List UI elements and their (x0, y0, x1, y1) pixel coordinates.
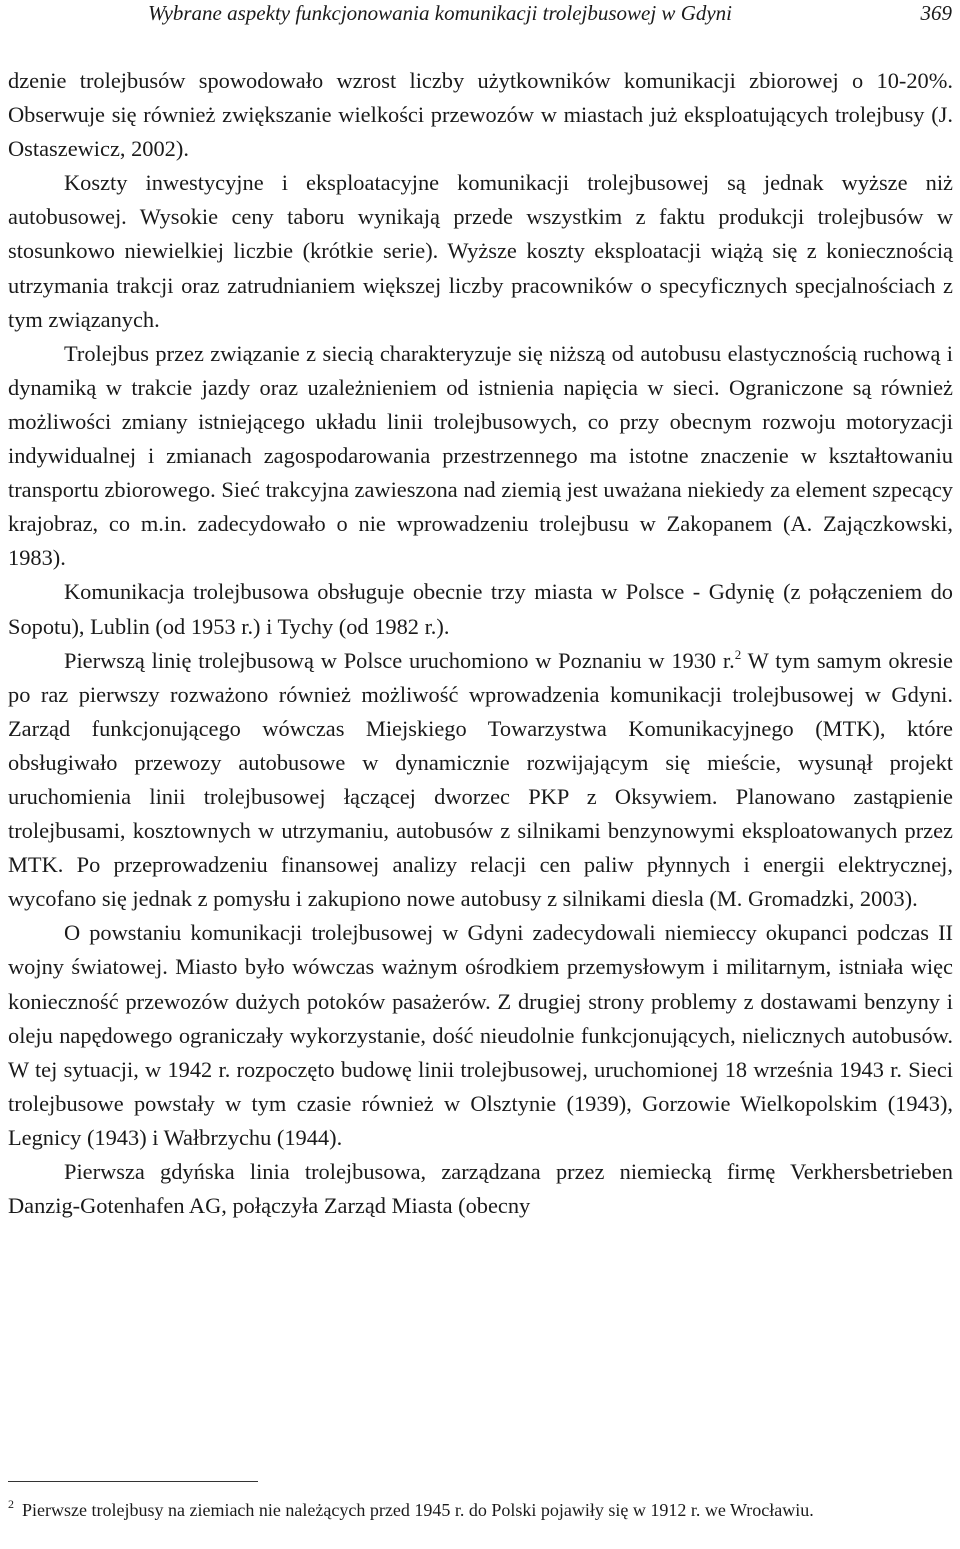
body-text (8, 64, 953, 1223)
running-header (0, 0, 960, 30)
paragraph: Komunikacja trolejbusowa obsługuje obecnie trzy miasta w Polsce - Gdynię (z połączeniem do Sopotu), Lublin (od 1953 r.) i Tychy (od 1982 r.). (8, 579, 953, 639)
paragraph: Trolejbus przez związanie z siecią charakteryzuje się niższą od autobusu elastycznością ruchową i dynamiką w trakcie jazdy oraz uzależnieniem od istnienia napięcia w sieci. Ograniczone są również możliwości zmiany istniejącego układu linii trolejbusowych, co przy obecnym rozwoju motoryzacji indywidualnej i zmianach zagospodarowania przestrzennego ma istotne znaczenie w kształtowaniu transportu zbiorowego. Sieć trakcyjna zawieszona nad ziemią jest uważana niekiedy za element szpecący krajobraz, co m.in. zadecydowało o nie wprowadzeniu trolejbusu w Zakopanem (A. Zajączkowski, 1983). (8, 340, 953, 571)
page-number: 369 (920, 1, 952, 25)
paragraph: O powstaniu komunikacji trolejbusowej w Gdyni zadecydowali niemieccy okupanci podczas II wojny światowej. Miasto było wówczas ważnym ośrodkiem przemysłowym i militarnym, istniała więc konieczność przewozów dużych potoków pasażerów. Z drugiej strony problemy z dostawami benzyny i oleju napędowego ograniczały wykorzystanie, dość nieudolnie funkcjonujących, nielicznych autobusów. W tej sytuacji, w 1942 r. rozpoczęto budowę linii trolejbusowej, uruchomionej 18 września 1943 r. Sieci trolejbusowe powstały w tym czasie również w Olsztynie (1939), Gorzowie Wielkopolskim (1943), Legnicy (1943) i Wałbrzychu (1944). (8, 920, 953, 1150)
paragraph: dzenie trolejbusów spowodowało wzrost liczby użytkowników komunikacji zbiorowej o 10-20%. Obserwuje się również zwiększanie wielkości przewozów w miastach już eksploatujących trolejbusy (J. Ostaszewicz, 2002). (8, 68, 953, 162)
paragraph: Koszty inwestycyjne i eksploatacyjne komunikacji trolejbusowej są jednak wyższe niż autobusowej. Wysokie ceny taboru wynikają przede wszystkim z faktu produkcji trolejbusów w stosunkowo niewielkiej liczbie (krótkie serie). Wyższe koszty eksploatacji wiążą się z koniecznością utrzymania trakcji oraz zatrudnianiem większej liczby pracowników o specyficznych specjalnościach z tym związanych. (8, 170, 953, 332)
paragraph: Pierwsza gdyńska linia trolejbusowa, zarządzana przez niemiecką firmę Verkhersbetrieben Danzig-Gotenhafen AG, połączyła Zarząd Miasta (obecny (8, 1159, 953, 1219)
footnote-text: Pierwsze trolejbusy na ziemiach nie należących przed 1945 r. do Polski pojawiły się w 1912 r. we Wrocławiu. (22, 1500, 814, 1520)
footnote-reference[interactable]: 2 (734, 646, 742, 662)
footnote (8, 1498, 953, 1523)
paragraph-text-continued: W tym samym okresie po raz pierwszy rozważono również możliwość wprowadzenia komunikacji trolejbusowej w Gdyni. Zarząd funkcjonującego wówczas Miejskiego Towarzystwa Komunikacyjnego (MTK), które obsługiwało przewozy autobusowe w dynamicznie rozwijającym się mieście, wysunął projekt uruchomienia linii trolejbusowej łączącej dworzec PKP z Oksywiem. Planowano zastąpienie trolejbusami, kosztownych w utrzymaniu, autobusów z silnikami benzynowymi eksploatowanych przez MTK. Po przeprowadzeniu finansowej analizy relacji cen paliw płynnych i energii elektrycznej, wycofano się jednak z pomysłu i zakupiono nowe autobusy z silnikami diesla (M. Gromadzki, 2003). (8, 647, 953, 912)
running-title: Wybrane aspekty funkcjonowania komunikacji trolejbusowej w Gdyni (148, 1, 733, 25)
footnote-marker: 2 (8, 1497, 14, 1511)
footnote-divider (8, 1481, 258, 1482)
paragraph-with-footnote (8, 644, 953, 917)
paragraph-text: Pierwszą linię trolejbusową w Polsce uruchomiono w Poznaniu w 1930 r. (64, 647, 735, 673)
